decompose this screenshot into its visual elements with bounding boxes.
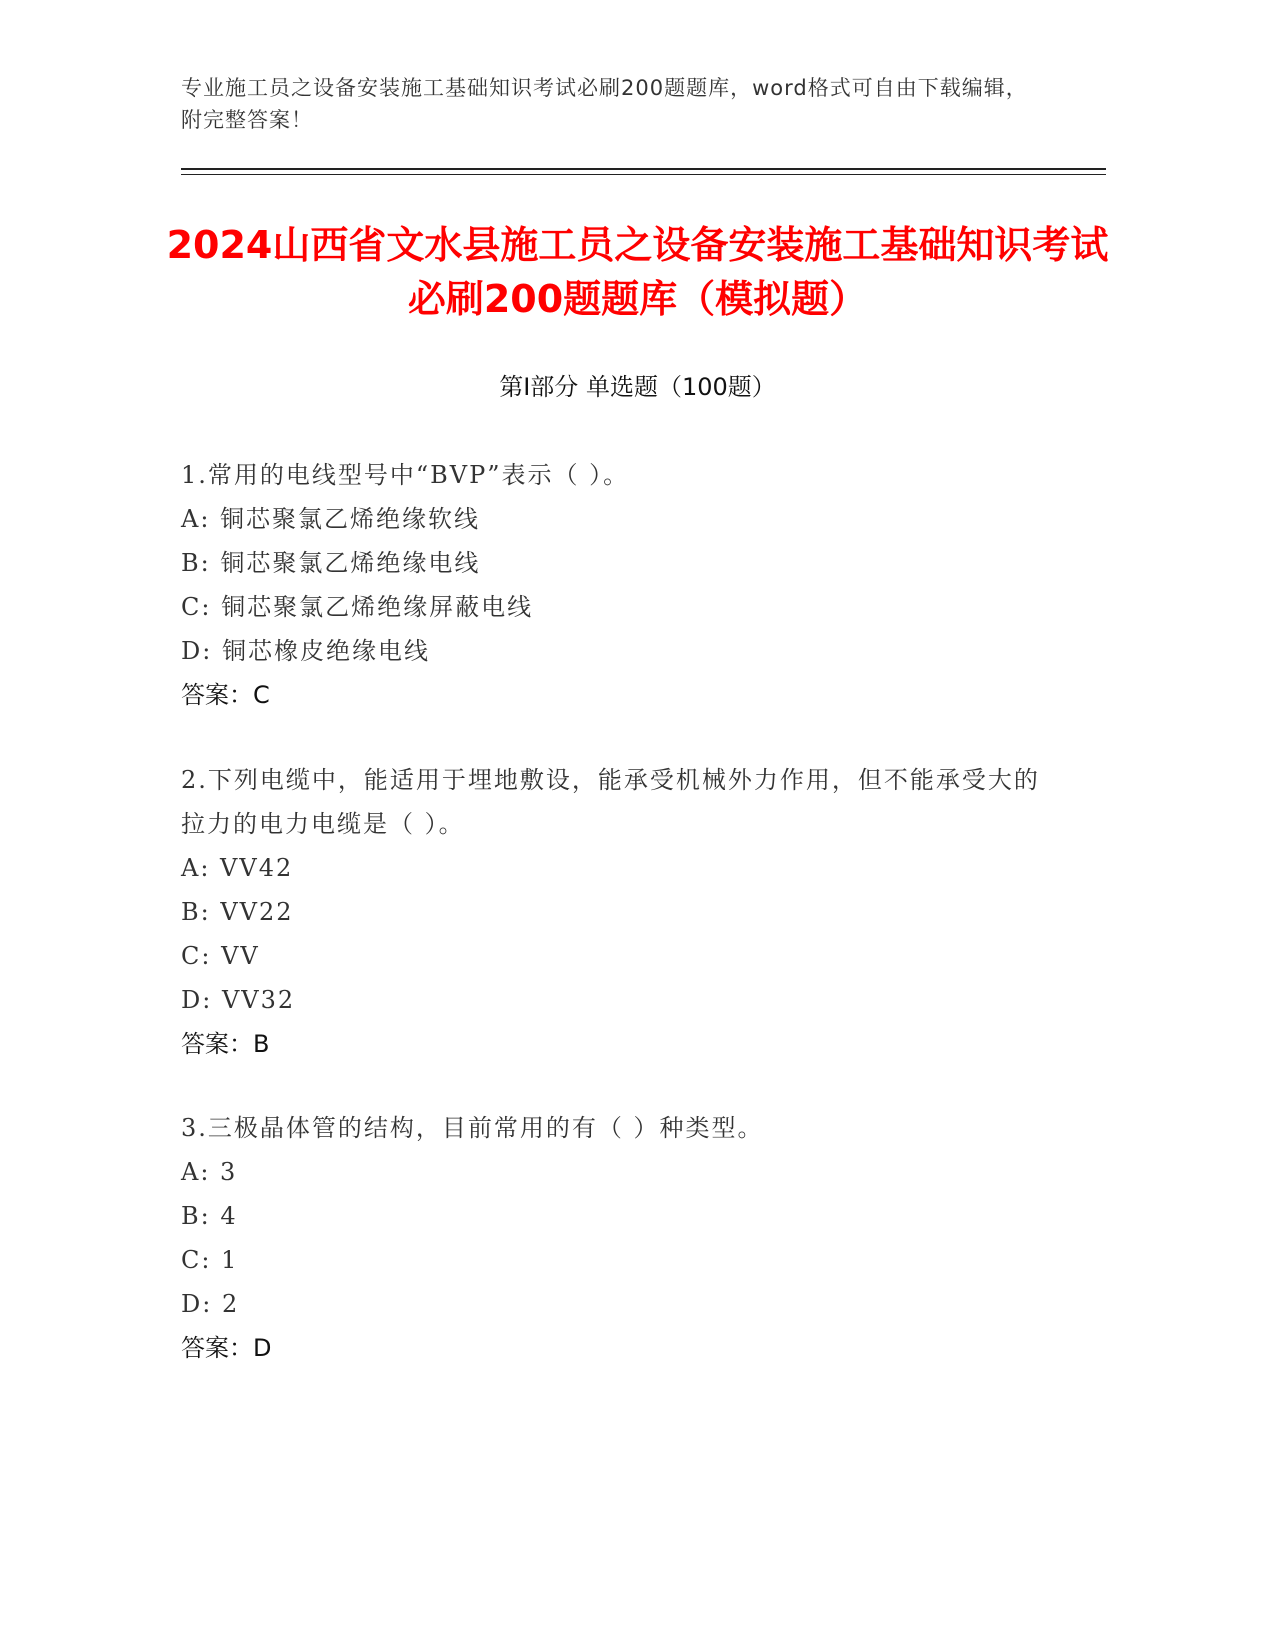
answer: 答案：B bbox=[181, 1030, 270, 1058]
document-title: 2024山西省文水县施工员之设备安装施工基础知识考试必刷200题题库（模拟题） bbox=[166, 223, 1109, 321]
question-stem: 3.三极晶体管的结构，目前常用的有（ ）种类型。 bbox=[181, 1114, 764, 1142]
question-1 bbox=[181, 453, 1041, 717]
header-divider-thin bbox=[181, 174, 1106, 175]
option-b: B: 4 bbox=[181, 1202, 238, 1230]
header-note: 专业施工员之设备安装施工基础知识考试必刷200题题库，word格式可自由下载编辑，附完整答案！ bbox=[181, 76, 1028, 132]
section-title: 第I部分 单选题（100题） bbox=[499, 373, 776, 401]
option-b: B: VV22 bbox=[181, 898, 294, 926]
option-c: C: VV bbox=[181, 942, 260, 970]
answer: 答案：D bbox=[181, 1334, 272, 1362]
question-2 bbox=[181, 758, 1041, 1066]
option-a: A: 3 bbox=[181, 1158, 238, 1186]
question-stem: 2.下列电缆中，能适用于埋地敷设，能承受机械外力作用，但不能承受大的拉力的电力电缆是（ ）。 bbox=[181, 766, 1040, 838]
option-a: A: VV42 bbox=[181, 854, 294, 882]
option-c: C: 1 bbox=[181, 1246, 239, 1274]
option-d: D: VV32 bbox=[181, 986, 296, 1014]
option-a: A: 铜芯聚氯乙烯绝缘软线 bbox=[181, 505, 481, 533]
answer: 答案：C bbox=[181, 681, 270, 709]
option-d: D: 2 bbox=[181, 1290, 240, 1318]
option-b: B: 铜芯聚氯乙烯绝缘电线 bbox=[181, 549, 481, 577]
question-3 bbox=[181, 1106, 1041, 1370]
option-c: C: 铜芯聚氯乙烯绝缘屏蔽电线 bbox=[181, 593, 534, 621]
header-divider-thick bbox=[181, 168, 1106, 170]
option-d: D: 铜芯橡皮绝缘电线 bbox=[181, 637, 430, 665]
question-stem: 1.常用的电线型号中“BVP”表示（ ）。 bbox=[181, 461, 630, 489]
